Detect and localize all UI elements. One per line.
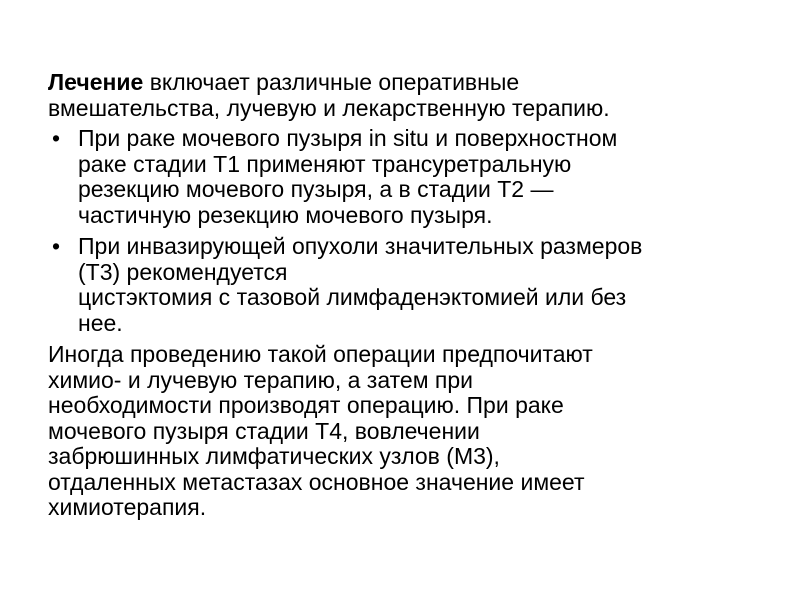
- bullet-1-line-4: частичную резекцию мочевого пузыря.: [78, 201, 493, 228]
- intro-paragraph: [48, 70, 748, 121]
- intro-lead-word: Лечение: [48, 69, 144, 95]
- bullet-1-line-1: При раке мочевого пузыря in situ и поверхностном: [78, 125, 618, 151]
- bullet-item-1: [48, 126, 748, 228]
- closing-line-1: Иногда проведению такой операции предпочитают: [48, 341, 593, 367]
- bullet-2-line-3: цистэктомия с тазовой лимфаденэктомией или без: [78, 284, 627, 310]
- closing-paragraph: [48, 342, 748, 521]
- bullet-2-line-4: нее.: [78, 309, 123, 336]
- closing-line-4: мочевого пузыря стадии Т4, вовлечении: [48, 417, 480, 444]
- closing-line-3: необходимости производят операцию. При раке: [48, 392, 564, 418]
- bullet-icon: •: [52, 233, 61, 259]
- bullet-1-line-2: раке стадии Т1 применяют трансуретральную: [78, 150, 572, 177]
- closing-line-7: химиотерапия.: [48, 494, 207, 520]
- intro-line-1-text: включает различные оперативные: [143, 69, 520, 95]
- bullet-2-line-1: При инвазирующей опухоли значительных размеров: [78, 233, 643, 259]
- bullet-1-line-3: резекцию мочевого пузыря, а в стадии Т2 —: [78, 176, 554, 202]
- bullet-item-2: [48, 234, 748, 336]
- closing-line-5: забрюшинных лимфатических узлов (М3),: [48, 443, 500, 469]
- closing-line-2: химио- и лучевую терапию, а затем при: [48, 366, 473, 393]
- slide-content: [48, 70, 748, 526]
- intro-line-2: вмешательства, лучевую и лекарственную терапию.: [48, 94, 610, 121]
- intro-line-1: [48, 69, 748, 96]
- bullet-2-line-2: (Т3) рекомендуется: [78, 258, 288, 285]
- closing-line-6: отдаленных метастазах основное значение имеет: [48, 468, 585, 495]
- bullet-icon: •: [52, 125, 61, 151]
